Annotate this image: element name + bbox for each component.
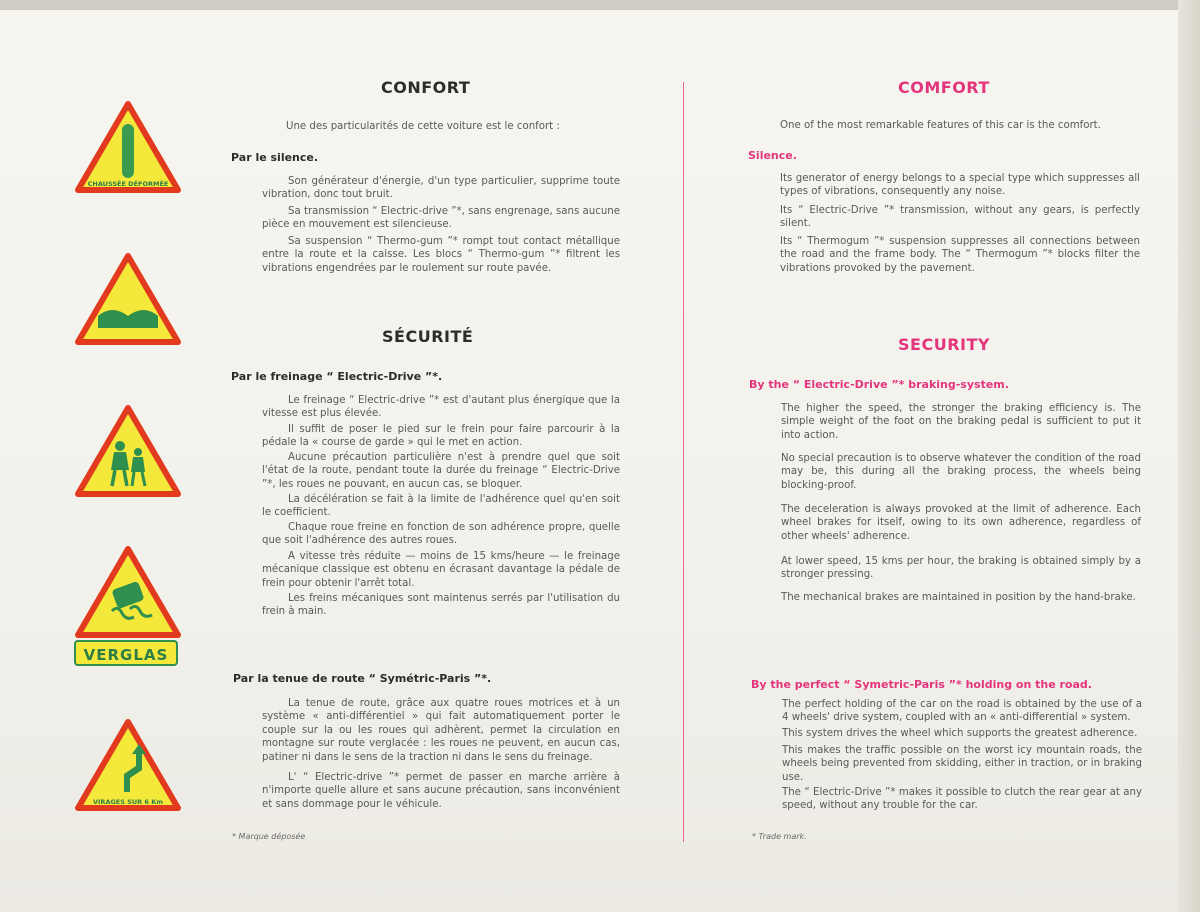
confort-p2: Sa transmission “ Electric-drive ”*, sans engrenage, sans aucune pièce en mouvement est silencieuse. — [262, 206, 620, 231]
comfort-title: COMFORT — [898, 78, 990, 97]
security-p9: The “ Electric-Drive ”* makes it possible to clutch the rear gear at any speed, without any trouble for the car. — [782, 787, 1142, 812]
comfort-intro: One of the most remarkable features of this car is the comfort. — [780, 120, 1101, 131]
securite-sub-tenue: Par la tenue de route “ Symétric-Paris ”*. — [233, 672, 492, 685]
comfort-sub-silence: Silence. — [748, 149, 797, 162]
security-p6: The perfect holding of the car on the road is obtained by the use of a 4 wheels' drive system, coupled with an « anti-differential » system. — [782, 699, 1142, 724]
footnote-fr: * Marque déposée — [232, 832, 306, 841]
column-divider — [683, 82, 684, 842]
verglas-plate: VERGLAS — [74, 640, 178, 666]
comfort-p3: Its “ Thermogum ”* suspension suppresses all connections between the road and the frame body. The “ Thermogum ”* blocks filter the vibrations provoked by the pavement. — [780, 236, 1140, 274]
securite-title: SÉCURITÉ — [382, 327, 474, 346]
security-p4: At lower speed, 15 kms per hour, the braking is obtained simply by a stronger pressing. — [781, 556, 1141, 581]
comfort-p2: Its “ Electric-Drive ”* transmission, without any gears, is perfectly silent. — [780, 205, 1140, 230]
road-sign-chaussee-deformee-icon — [74, 100, 182, 194]
security-p3: The deceleration is always provoked at the limit of adherence. Each wheel brakes for itself, owing to its own adherence, regardless of other wheels' adherence. — [781, 504, 1141, 542]
security-p7: This system drives the wheel which supports the greatest adherence. — [782, 728, 1138, 739]
paper-edge-right — [1178, 0, 1200, 912]
confort-sub-silence: Par le silence. — [231, 151, 319, 164]
sign5-caption: VIRAGES SUR 6 Km — [92, 798, 164, 806]
securite-p9: L' “ Electric-drive ”* permet de passer en marche arrière à n'importe quelle allure et sans aucune précaution, sans inconvénient et sans dommage pour le véhicule. — [262, 772, 620, 810]
sign1-caption: CHAUSSÉE DÉFORMÉE — [87, 180, 169, 188]
comfort-p1: Its generator of energy belongs to a special type which suppresses all types of vibrations, consequently any noise. — [780, 173, 1140, 198]
confort-title: CONFORT — [381, 78, 471, 97]
securite-p1: Le freinage “ Electric-drive ”* est d'autant plus énergique que la vitesse est plus élevée. — [262, 395, 620, 420]
securite-p4: La décélération se fait à la limite de l'adhérence quel qu'en soit le coefficient. — [262, 494, 620, 519]
security-sub-holding: By the perfect “ Symetric-Paris ”* holding on the road. — [751, 678, 1092, 691]
security-p2: No special precaution is to observe whatever the condition of the road may be, this during all the braking process, the wheels being blocking-proof. — [781, 453, 1141, 491]
securite-p3: Aucune précaution particulière n'est à prendre quel que soit l'état de la route, pendant toute la durée du freinage “ Electric-Drive ”*, les roues ne pouvant, en aucun cas, se bloquer. — [262, 452, 620, 490]
road-sign-children-icon — [74, 404, 182, 498]
security-sub-braking: By the “ Electric-Drive ”* braking-system. — [749, 378, 1009, 391]
confort-p3: Sa suspension “ Thermo-gum ”* rompt tout contact métallique entre la route et la caisse. Les blocs “ Thermo-gum ”* filtrent les vibrations engendrées par le roulement sur route pavée. — [262, 236, 620, 274]
securite-p6: A vitesse très réduite — moins de 15 kms/heure — le freinage mécanique classique est obtenu en écrasant davantage la pédale de frein pour obtenir l'arrêt total. — [262, 551, 620, 589]
securite-sub-freinage: Par le freinage “ Electric-Drive ”*. — [231, 370, 443, 383]
road-sign-virages-icon — [74, 718, 182, 812]
confort-p1: Son générateur d'énergie, d'un type particulier, supprime toute vibration, donc tout bruit. — [262, 176, 620, 201]
security-title: SECURITY — [898, 335, 990, 354]
securite-p8: La tenue de route, grâce aux quatre roues motrices et à un système « anti-différentiel » qui fait automatiquement porter le couple sur la ou les roues qui adhèrent, permet la circulation en montagne sur route verglacée : les roues ne peuvent, en aucun cas, patiner ni dans le sens de la traction ni dans le sens du freinage. — [262, 698, 620, 763]
security-p1: The higher the speed, the stronger the braking efficiency is. The simple weight of the foot on the braking pedal is sufficient to put it into action. — [781, 403, 1141, 441]
securite-p7: Les freins mécaniques sont maintenus serrés par l'utilisation du frein à main. — [262, 593, 620, 618]
road-sign-slippery-icon — [74, 545, 182, 639]
paper-edge-top — [0, 0, 1200, 10]
securite-p5: Chaque roue freine en fonction de son adhérence propre, quelle que soit l'adhérence des autres roues. — [262, 522, 620, 547]
confort-intro: Une des particularités de cette voiture est le confort : — [286, 121, 560, 132]
security-p5: The mechanical brakes are maintained in position by the hand-brake. — [781, 592, 1136, 603]
footnote-en: * Trade mark. — [752, 832, 807, 841]
road-sign-bump-icon — [74, 252, 182, 346]
securite-p2: Il suffit de poser le pied sur le frein pour faire parcourir à la pédale la « course de garde » qui le met en action. — [262, 424, 620, 449]
security-p8: This makes the traffic possible on the worst icy mountain roads, the wheels being prevented from skidding, either in traction, or in braking use. — [782, 745, 1142, 783]
